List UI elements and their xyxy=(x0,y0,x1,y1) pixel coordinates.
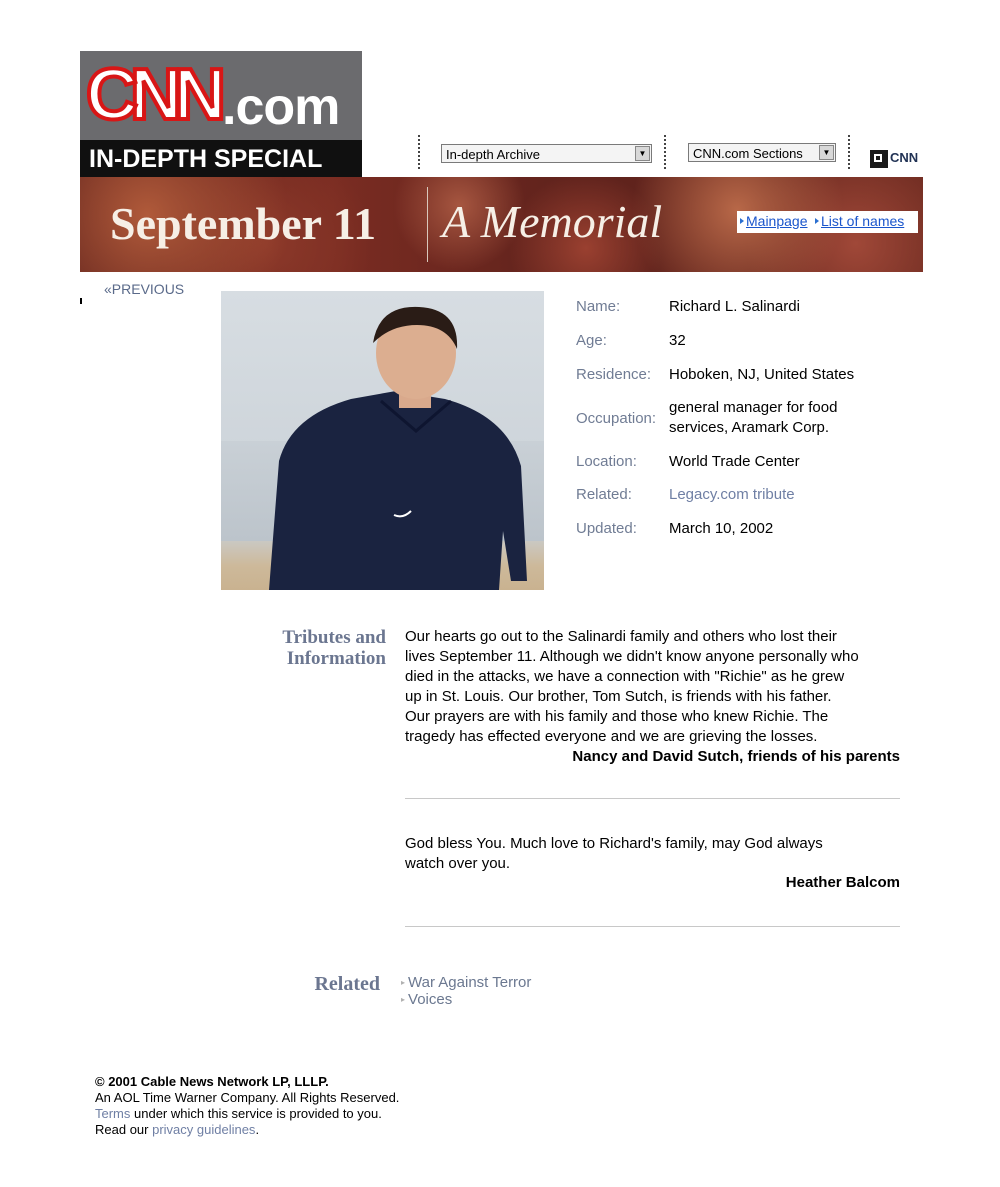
occupation-label: Occupation: xyxy=(576,410,657,427)
memorial-banner xyxy=(80,177,923,272)
tributes-heading-line2: Information xyxy=(286,648,386,669)
tribute-line: watch over you. xyxy=(405,855,511,872)
sections-dropdown[interactable] xyxy=(688,143,836,162)
footer-terms-line xyxy=(95,1106,399,1122)
footer-privacy-line xyxy=(95,1122,399,1138)
age-value: 32 xyxy=(669,332,686,349)
tribute-line: lives September 11. Although we didn't know anyone personally who xyxy=(405,648,859,665)
privacy-guidelines-link[interactable]: privacy guidelines xyxy=(152,1122,256,1137)
location-value: World Trade Center xyxy=(669,453,800,470)
related-label: Related: xyxy=(576,486,632,503)
tribute-entry xyxy=(405,627,905,747)
in-depth-special-bar xyxy=(80,140,362,177)
victim-photo xyxy=(221,291,544,590)
archive-dropdown[interactable] xyxy=(441,144,652,163)
tribute-line: tragedy has effected everyone and we are grieving the losses. xyxy=(405,728,818,745)
list-of-names-link[interactable]: List of names xyxy=(821,213,905,229)
logo-com-text: .com xyxy=(222,78,340,136)
cnn-badge-text: CNN xyxy=(890,150,919,165)
legacy-tribute-link[interactable]: Legacy.com tribute xyxy=(669,486,795,503)
footer-terms-text: under which this service is provided to you. xyxy=(130,1106,382,1121)
logo-cnn-text: CNN xyxy=(86,55,218,135)
arrow-right-icon xyxy=(815,218,819,224)
footer xyxy=(95,1074,399,1138)
tribute-divider xyxy=(405,798,900,799)
banner-title-sub: A Memorial xyxy=(442,196,663,247)
tribute-line: Our hearts go out to the Salinardi family and others who lost their xyxy=(405,628,837,645)
related-link-label: War Against Terror xyxy=(408,974,532,991)
sections-dropdown-value: CNN.com Sections xyxy=(693,146,803,161)
cnn-logo[interactable] xyxy=(80,51,362,177)
chevron-down-icon: ▼ xyxy=(819,145,834,160)
mainpage-link[interactable]: Mainpage xyxy=(746,213,808,229)
footer-period: . xyxy=(255,1122,260,1137)
banner-title-main: September 11 xyxy=(110,198,377,249)
banner-nav xyxy=(737,211,918,233)
tributes-heading-line1: Tributes and xyxy=(282,627,386,648)
related-link-war-against-terror[interactable] xyxy=(401,974,531,991)
arrow-right-icon xyxy=(740,218,744,224)
person-figure xyxy=(221,291,544,590)
related-heading: Related xyxy=(314,973,380,995)
name-label: Name: xyxy=(576,298,621,315)
archive-dropdown-value: In-depth Archive xyxy=(446,147,540,162)
updated-value: March 10, 2002 xyxy=(669,520,774,537)
page-mark xyxy=(80,298,82,304)
related-link-voices[interactable] xyxy=(401,991,452,1008)
bullet-icon: ▸ xyxy=(401,995,406,1004)
tribute-line: God bless You. Much love to Richard's family, may God always xyxy=(405,835,823,852)
occupation-value-line2: services, Aramark Corp. xyxy=(669,419,830,436)
header-divider xyxy=(418,135,420,169)
tribute-signature: Nancy and David Sutch, friends of his parents xyxy=(572,748,900,765)
footer-copyright: © 2001 Cable News Network LP, LLLP. xyxy=(95,1074,329,1089)
related-link-label: Voices xyxy=(408,991,453,1008)
logo-subtitle: IN-DEPTH SPECIAL xyxy=(89,145,323,173)
age-label: Age: xyxy=(576,332,607,349)
bullet-icon: ▸ xyxy=(401,978,406,987)
previous-link[interactable]: «PREVIOUS xyxy=(104,281,185,297)
footer-read-our: Read our xyxy=(95,1122,153,1137)
tribute-line: died in the attacks, we have a connection with "Richie" as he grew xyxy=(405,668,845,685)
banner-divider xyxy=(427,187,428,262)
tribute-entry xyxy=(405,834,905,874)
header-divider xyxy=(848,135,850,169)
occupation-value-line1: general manager for food xyxy=(669,399,838,416)
tribute-divider xyxy=(405,926,900,927)
header-divider xyxy=(664,135,666,169)
tribute-line: Our prayers are with his family and those who knew Richie. The xyxy=(405,708,829,725)
terms-link[interactable]: Terms xyxy=(95,1106,131,1121)
location-label: Location: xyxy=(576,453,637,470)
tributes-heading xyxy=(230,627,386,669)
tribute-line: up in St. Louis. Our brother, Tom Sutch, is friends with his father. xyxy=(405,688,832,705)
chevron-down-icon: ▼ xyxy=(635,146,650,161)
footer-company: An AOL Time Warner Company. All Rights Reserved. xyxy=(95,1090,400,1105)
tribute-signature: Heather Balcom xyxy=(785,874,900,891)
residence-label: Residence: xyxy=(576,366,652,383)
residence-value: Hoboken, NJ, United States xyxy=(669,366,855,383)
cnn-square-icon xyxy=(870,150,888,168)
updated-label: Updated: xyxy=(576,520,637,537)
name-value: Richard L. Salinardi xyxy=(669,298,800,315)
